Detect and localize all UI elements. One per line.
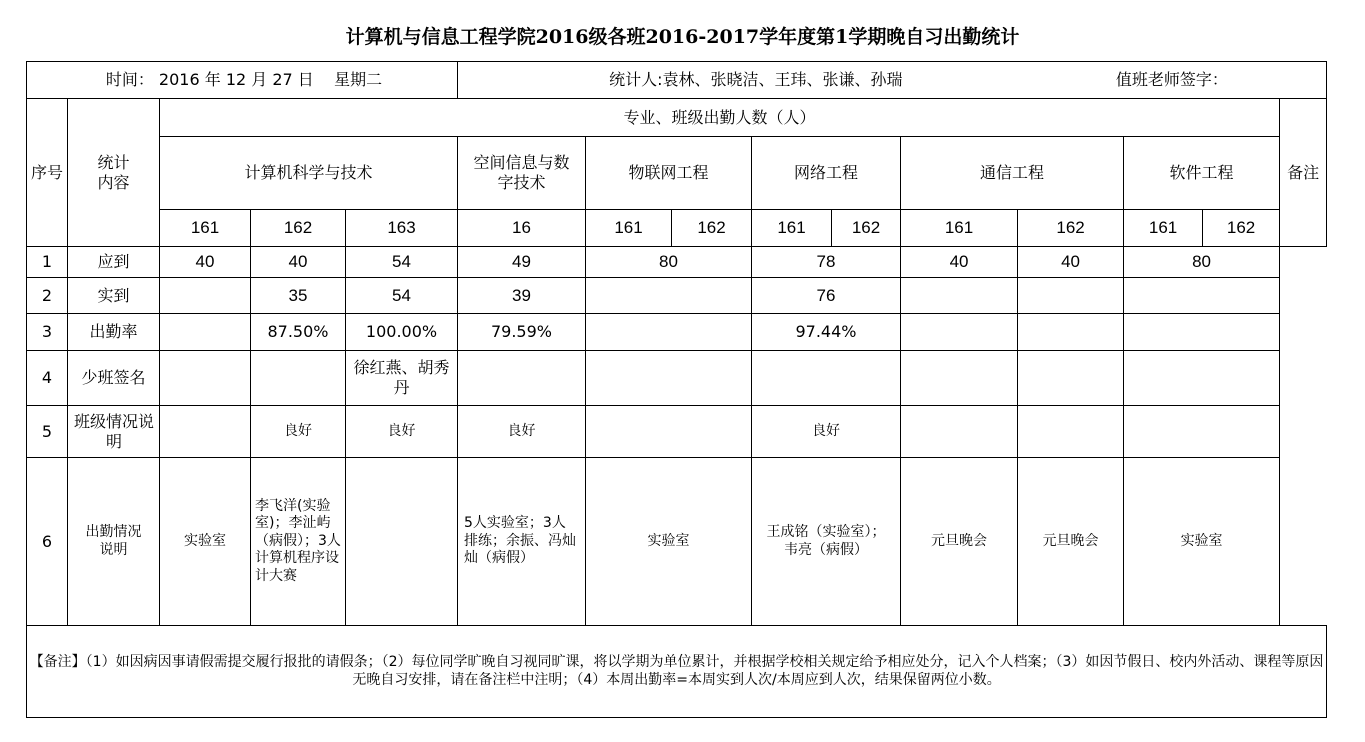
- cell-comm-161: [901, 278, 1018, 314]
- table-row: [27, 406, 1327, 458]
- cell-cs-163: [346, 458, 458, 626]
- cell-soft: [1124, 351, 1280, 406]
- row-seq: 3: [27, 314, 68, 351]
- cell-spatial-16: 良好: [458, 406, 586, 458]
- row-seq: 6: [27, 458, 68, 626]
- cell-comm-161: 40: [901, 247, 1018, 278]
- cell-soft: [1124, 278, 1280, 314]
- cell-iot: [586, 351, 752, 406]
- remark-cell: [1280, 247, 1327, 458]
- cell-net: 良好: [752, 406, 901, 458]
- class-spatial-16: 16: [458, 210, 586, 247]
- row-seq: 5: [27, 406, 68, 458]
- cell-cs-162: 李飞洋(实验室)；李沚屿（病假）；3人计算机程序设计大赛: [251, 458, 346, 626]
- cell-comm-162: [1018, 278, 1124, 314]
- cell-spatial-16: 5人实验室；3人排练；余振、冯灿灿（病假）: [458, 458, 586, 626]
- cell-cs-161: [160, 406, 251, 458]
- cell-soft: [1124, 314, 1280, 351]
- cell-comm-162: [1018, 406, 1124, 458]
- teacher-sign-text: 值班老师签字：: [1115, 70, 1228, 89]
- row-label-text: 班级情况说明: [73, 411, 154, 451]
- cell-iot: 实验室: [586, 458, 752, 626]
- cell-cs-161: [160, 314, 251, 351]
- recorders-cell: [458, 62, 1018, 99]
- cell-cs-162: 40: [251, 247, 346, 278]
- header-row-majors: [27, 137, 1327, 210]
- cell-iot: 80: [586, 247, 752, 278]
- table-row: [27, 314, 1327, 351]
- cell-cs-163: 良好: [346, 406, 458, 458]
- cell-cs-163: 徐红燕、胡秀丹: [346, 351, 458, 406]
- cell-cs-162: [251, 351, 346, 406]
- cell-net-text: 王成铭（实验室）；韦亮（病假）: [766, 524, 886, 558]
- cell-cs-161: 实验室: [160, 458, 251, 626]
- cell-cs-163: 54: [346, 278, 458, 314]
- cell-soft: 80: [1124, 247, 1280, 278]
- cell-net: 97.44%: [752, 314, 901, 351]
- teacher-sign-cell: [1018, 62, 1327, 99]
- remark-cell-lower: [1280, 458, 1327, 626]
- cell-spatial-16: 39: [458, 278, 586, 314]
- major-iot: 物联网工程: [586, 137, 752, 210]
- cell-soft: [1124, 406, 1280, 458]
- row-label: 出勤率: [68, 314, 160, 351]
- cell-spatial-16: [458, 351, 586, 406]
- content-header: [68, 99, 160, 247]
- cell-cs-162: 良好: [251, 406, 346, 458]
- page-title: 计算机与信息工程学院2016级各班2016-2017学年度第1学期晚自习出勤统计: [345, 26, 1020, 48]
- class-net-162: 162: [832, 210, 901, 247]
- class-cs-162: 162: [251, 210, 346, 247]
- cell-iot: [586, 278, 752, 314]
- cell-iot: [586, 314, 752, 351]
- class-cs-161: 161: [160, 210, 251, 247]
- row-label: 应到: [68, 247, 160, 278]
- cell-comm-162: 元旦晚会: [1018, 458, 1124, 626]
- row-seq: 2: [27, 278, 68, 314]
- class-iot-162: 162: [672, 210, 752, 247]
- cell-cs-163: 54: [346, 247, 458, 278]
- cell-comm-161: [901, 351, 1018, 406]
- major-network: 网络工程: [752, 137, 901, 210]
- cell-iot: [586, 406, 752, 458]
- major-spatial-info-text: 空间信息与数字技术: [473, 153, 570, 192]
- cell-comm-161: [901, 314, 1018, 351]
- class-net-161: 161: [752, 210, 832, 247]
- group-header: 专业、班级出勤人数（人）: [160, 99, 1280, 137]
- content-header-text: 统计内容: [97, 152, 130, 192]
- cell-net: [752, 351, 901, 406]
- cell-cs-161: 40: [160, 247, 251, 278]
- cell-cs-161: [160, 278, 251, 314]
- cell-cs-161: [160, 351, 251, 406]
- cell-soft: 实验室: [1124, 458, 1280, 626]
- cell-spatial-16: 79.59%: [458, 314, 586, 351]
- header-row-1: [27, 99, 1327, 137]
- recorders-text: 统计人:袁林、张晓洁、王玮、张谦、孙瑞: [609, 70, 903, 89]
- cell-comm-162: [1018, 351, 1124, 406]
- cell-spatial-16: 49: [458, 247, 586, 278]
- cell-net: 76: [752, 278, 901, 314]
- major-computer-science: 计算机科学与技术: [160, 137, 458, 210]
- remark-header: 备注: [1280, 99, 1327, 247]
- notes-row: [27, 626, 1327, 718]
- table-row: [27, 247, 1327, 278]
- cell-comm-162: 40: [1018, 247, 1124, 278]
- class-soft-162: 162: [1203, 210, 1280, 247]
- row-label-text: 出勤情况说明: [85, 524, 142, 558]
- row-label: 实到: [68, 278, 160, 314]
- date-text: 时间： 2016 年 12 月 27 日 星期二: [105, 70, 383, 89]
- table-row: [27, 351, 1327, 406]
- cell-net: [752, 458, 901, 626]
- row-label: [68, 458, 160, 626]
- row-seq: 1: [27, 247, 68, 278]
- row-seq: 4: [27, 351, 68, 406]
- cell-comm-161: [901, 406, 1018, 458]
- class-soft-161: 161: [1124, 210, 1203, 247]
- notes-cell: 【备注】（1）如因病因事请假需提交履行报批的请假条；（2）每位同学旷晚自习视同旷课，将以学期为单位累计，并根据学校相关规定给予相应处分，记入个人档案；（3）如因节假日、校内外活动、课程等原因无晚自习安排，请在备注栏中注明；（4）本周出勤率=本周实到人次/本周应到人次，结果保留两位小数。: [27, 626, 1327, 718]
- table-row: [27, 278, 1327, 314]
- info-row: [27, 62, 1327, 99]
- major-software: 软件工程: [1124, 137, 1280, 210]
- table-row: [27, 458, 1327, 626]
- class-iot-161: 161: [586, 210, 672, 247]
- cell-cs-163: 100.00%: [346, 314, 458, 351]
- class-cs-163: 163: [346, 210, 458, 247]
- major-communication: 通信工程: [901, 137, 1124, 210]
- major-spatial-info: [458, 137, 586, 210]
- class-comm-162: 162: [1018, 210, 1124, 247]
- cell-comm-162: [1018, 314, 1124, 351]
- cell-net: 78: [752, 247, 901, 278]
- cell-comm-161: 元旦晚会: [901, 458, 1018, 626]
- row-label: 少班签名: [68, 351, 160, 406]
- cell-cs-162: 35: [251, 278, 346, 314]
- class-comm-161: 161: [901, 210, 1018, 247]
- row-label: [68, 406, 160, 458]
- header-row-classes: [27, 210, 1327, 247]
- cell-cs-162: 87.50%: [251, 314, 346, 351]
- seq-header: 序号: [27, 99, 68, 247]
- date-cell: [27, 62, 458, 99]
- attendance-table: [26, 61, 1327, 718]
